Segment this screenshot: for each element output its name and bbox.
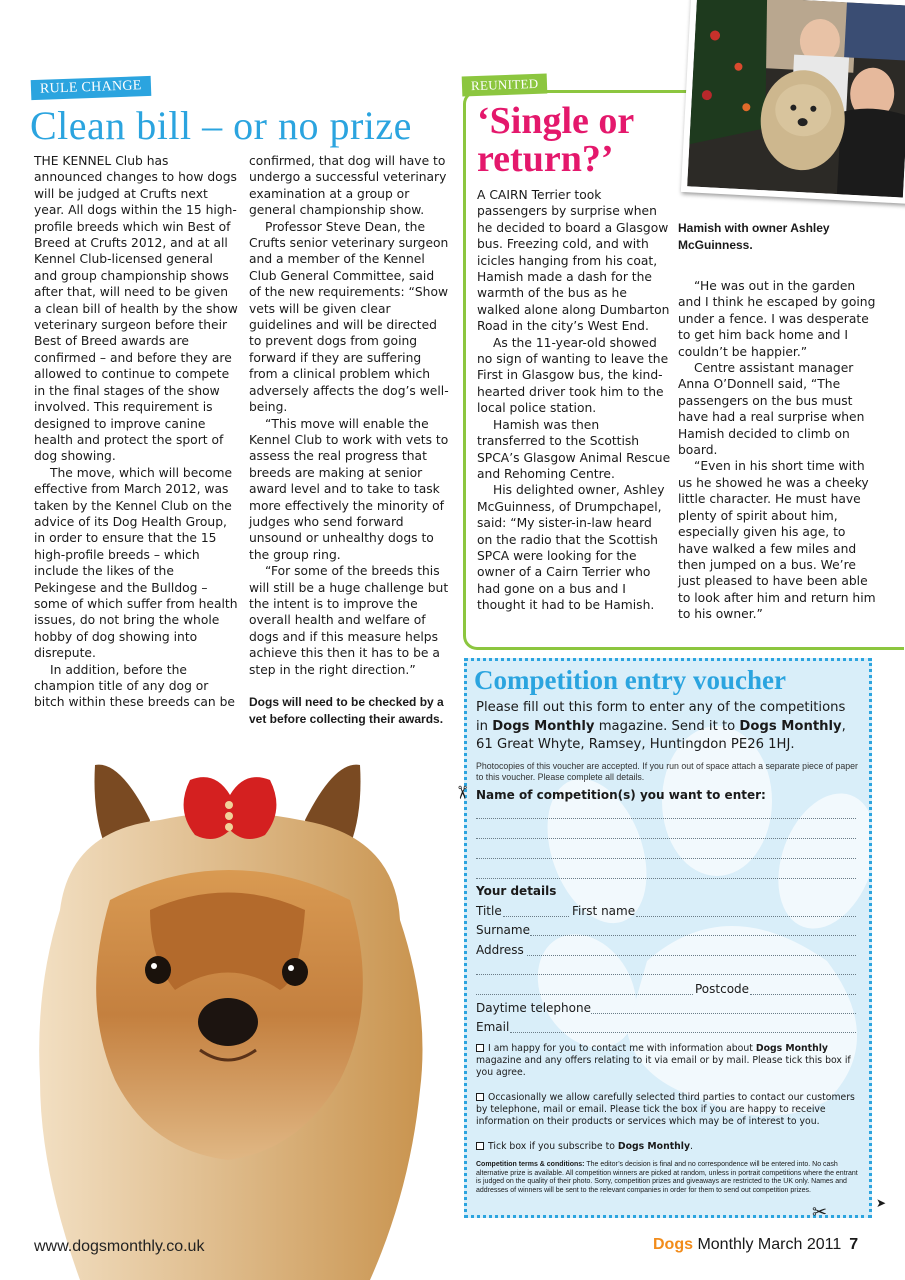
reunited-tag: REUNITED: [462, 74, 548, 97]
email-label: Email: [476, 1020, 510, 1034]
consent-checkbox-2[interactable]: [476, 1093, 484, 1101]
first-name-field[interactable]: [636, 916, 856, 917]
paragraph: Hamish was then transferred to the Scottish SPCA’s Glasgow Animal Rescue and Rehoming Centre.: [477, 417, 671, 481]
competition-name-line-4[interactable]: [476, 878, 856, 879]
paragraph: confirmed, that dog will have to undergo a successful veterinary examination at a group or general championship show.: [249, 154, 447, 218]
brand-dogs: Dogs: [653, 1236, 693, 1253]
magazine-issue: Monthly March 2011: [693, 1236, 842, 1253]
paragraph: As the 11-year-old showed no sign of wanting to leave the First in Glasgow bus, the kind-hearted driver took him to the local police station.: [477, 335, 669, 416]
first-name-label: First name: [572, 904, 636, 918]
rule-change-tag: RULE CHANGE: [31, 76, 151, 100]
postcode-field[interactable]: [750, 994, 856, 995]
paragraph: Centre assistant manager Anna O’Donnell said, “The passengers on the bus must have had a real surprise when Hamish decided to climb on board.: [678, 361, 865, 458]
headline-line-2: return?’: [477, 138, 614, 180]
scissors-icon: ✂: [812, 1202, 828, 1223]
intro-text: Please fill out this form to enter any of the competitions in: [476, 700, 846, 734]
intro-magazine: Dogs Monthly: [739, 718, 842, 734]
paragraph: Professor Steve Dean, the Crufts senior veterinary surgeon and a member of the Kennel Club General Committee, said of the new requirements: “Show vets will be given clear guidelines and will be directed to prevent dogs from going forward if they are suffering from a clinical problem which adversely affects the dog’s well-being.: [249, 219, 449, 415]
subscriber-magazine: Dogs Monthly: [617, 1141, 691, 1152]
headline-line-1: ‘Single or: [477, 100, 635, 142]
consent-text: I am happy for you to contact me with information about: [488, 1043, 756, 1054]
reunited-column-1: [477, 187, 671, 614]
paragraph: “He was out in the garden and I think he escaped by going under a fence. I was desperate to get him back home and I couldn’t be happier.”: [678, 279, 876, 359]
rule-change-column-1: [34, 153, 239, 711]
address-field-2[interactable]: [476, 974, 856, 975]
voucher-photocopy-note: Photocopies of this voucher are accepted. If you run out of space attach a separate piece of paper to this voucher. Please complete all details.: [476, 761, 858, 782]
terms-label: Competition terms & conditions:: [476, 1161, 585, 1168]
paragraph: In addition, before the champion title of any dog or bitch within these breeds can be: [34, 662, 235, 710]
photo-caption: Hamish with owner Ashley McGuinness.: [678, 221, 830, 252]
terms-text: The editor’s decision is final and no correspondence will be entered into. No cash alternative prize is available. All competition winners are picked at random, unless in portrait competitions where the entrant is judged on the quality of their photo. Sorry, competition prizes and giveaways are restricted to the UK only. Names and addresses of winners will be sent to the relevant companies in order for them to send out competition prizes.: [476, 1161, 858, 1194]
subscriber-checkbox[interactable]: [476, 1142, 484, 1150]
website-url[interactable]: www.dogsmonthly.co.uk: [34, 1238, 205, 1255]
consent-option-1: [476, 1043, 860, 1079]
your-details-label: Your details: [476, 884, 557, 898]
page-number: 7: [849, 1236, 859, 1253]
title-label: Title: [476, 904, 502, 918]
scissors-icon: ✂: [451, 784, 473, 801]
competition-name-line-3[interactable]: [476, 858, 856, 859]
surname-field[interactable]: [530, 935, 856, 936]
email-field[interactable]: [510, 1032, 856, 1033]
paragraph: The move, which will become effective from March 2012, was taken by the Kennel Club on the advice of its Dog Health Group, in order to ensure that the 15 high-profile breeds – which include the likes of the Pekingese and the Bulldog – some of which suffer from health issues, do not bring the whole hobby of dog showing into disrepute.: [34, 465, 238, 661]
rule-change-headline: Clean bill – or no prize: [30, 103, 412, 148]
paragraph: “Even in his short time with us he showed he was a cheeky little character. He must have plenty of spirit about him, especially given his age, to have walked a few miles and then jumped on a bus. We’re just pleased to have been able to look after him and return him to his owner.”: [678, 459, 876, 622]
hamish-photo-image: [687, 0, 905, 198]
consent-option-2: [476, 1092, 860, 1128]
consent-text: Occasionally we allow carefully selected third parties to contact our customers by telephone, mail or email. Please tick the box if you are happy to receive information on their products or services which may be of interest to you.: [476, 1092, 855, 1127]
intro-address: , 61 Great Whyte, Ramsey, Huntingdon PE26 1HJ.: [476, 718, 846, 752]
address-label: Address: [476, 943, 524, 957]
reunited-column-2: [678, 220, 878, 623]
subscriber-text: .: [690, 1141, 693, 1152]
competition-name-line-1[interactable]: [476, 818, 856, 819]
paragraph: “For some of the breeds this will still be a huge challenge but the intent is to improve the overall health and welfare of dogs and if this measure helps achieve this then it has to be a step in the right direction.”: [249, 564, 449, 677]
phone-label: Daytime telephone: [476, 1001, 591, 1015]
title-field[interactable]: [503, 916, 569, 917]
consent-checkbox-1[interactable]: [476, 1044, 484, 1052]
paragraph: “This move will enable the Kennel Club to work with vets to assess the real progress that breeds are making at senior award level and to take to task more effectively the minority of judges who send forward unsound or unhealthy dogs to the group ring.: [249, 416, 449, 562]
surname-label: Surname: [476, 923, 530, 937]
address-field-3[interactable]: [476, 994, 693, 995]
arrow-icon: ➤: [876, 1196, 887, 1210]
hamish-photo: [681, 0, 905, 204]
voucher-title: Competition entry voucher: [474, 665, 786, 695]
voucher-intro: [476, 699, 860, 755]
consent-text: magazine and any offers relating to it via email or by mail. Please tick this box if you agree.: [476, 1055, 851, 1078]
address-field-1[interactable]: [527, 955, 856, 956]
subscriber-text: Tick box if you subscribe to: [488, 1141, 618, 1152]
paragraph: A CAIRN Terrier took passengers by surprise when he decided to board a Glasgow bus. Freezing cold, and with icicles hanging from his coat, Hamish made a dash for the warmth of the bus as he walked alone along Dumbarton Road in the city’s West End.: [477, 188, 670, 334]
competition-name-line-2[interactable]: [476, 838, 856, 839]
subscriber-option: [476, 1141, 860, 1153]
yorkshire-terrier-image: [0, 750, 460, 1280]
terms-and-conditions: [476, 1161, 864, 1195]
phone-field[interactable]: [591, 1013, 856, 1014]
magazine-footer: [653, 1236, 858, 1254]
intro-text: magazine. Send it to: [594, 718, 740, 734]
paragraph: His delighted owner, Ashley McGuinness, of Drumpchapel, said: “My sister-in-law heard on the radio that the Scottish SPCA were looking for the owner of a Cairn Terrier who had gone on a bus and I thought it had to be Hamish.: [477, 483, 665, 613]
intro-magazine: Dogs Monthly: [492, 718, 595, 734]
consent-magazine: Dogs Monthly: [755, 1043, 828, 1054]
reunited-headline: [477, 102, 634, 178]
postcode-label: Postcode: [695, 982, 750, 996]
rule-change-column-2: [249, 153, 449, 727]
rule-change-caption: Dogs will need to be checked by a vet before collecting their awards.: [249, 695, 444, 726]
paragraph: THE KENNEL Club has announced changes to how dogs will be judged at Crufts next year. All dogs within the 15 high-profile breeds which win Best of Breed at Crufts 2012, and at all Kennel Club-licensed general and group championship shows after that, will need to be given a clean bill of health by the show veterinary surgeon before their Best of Breed awards are confirmed – and before they are allowed to continue to compete in the final stages of the show involved. This requirement is designed to improve canine health and protect the sport of dog showing.: [34, 154, 238, 464]
competition-name-label: Name of competition(s) you want to enter:: [476, 788, 766, 802]
